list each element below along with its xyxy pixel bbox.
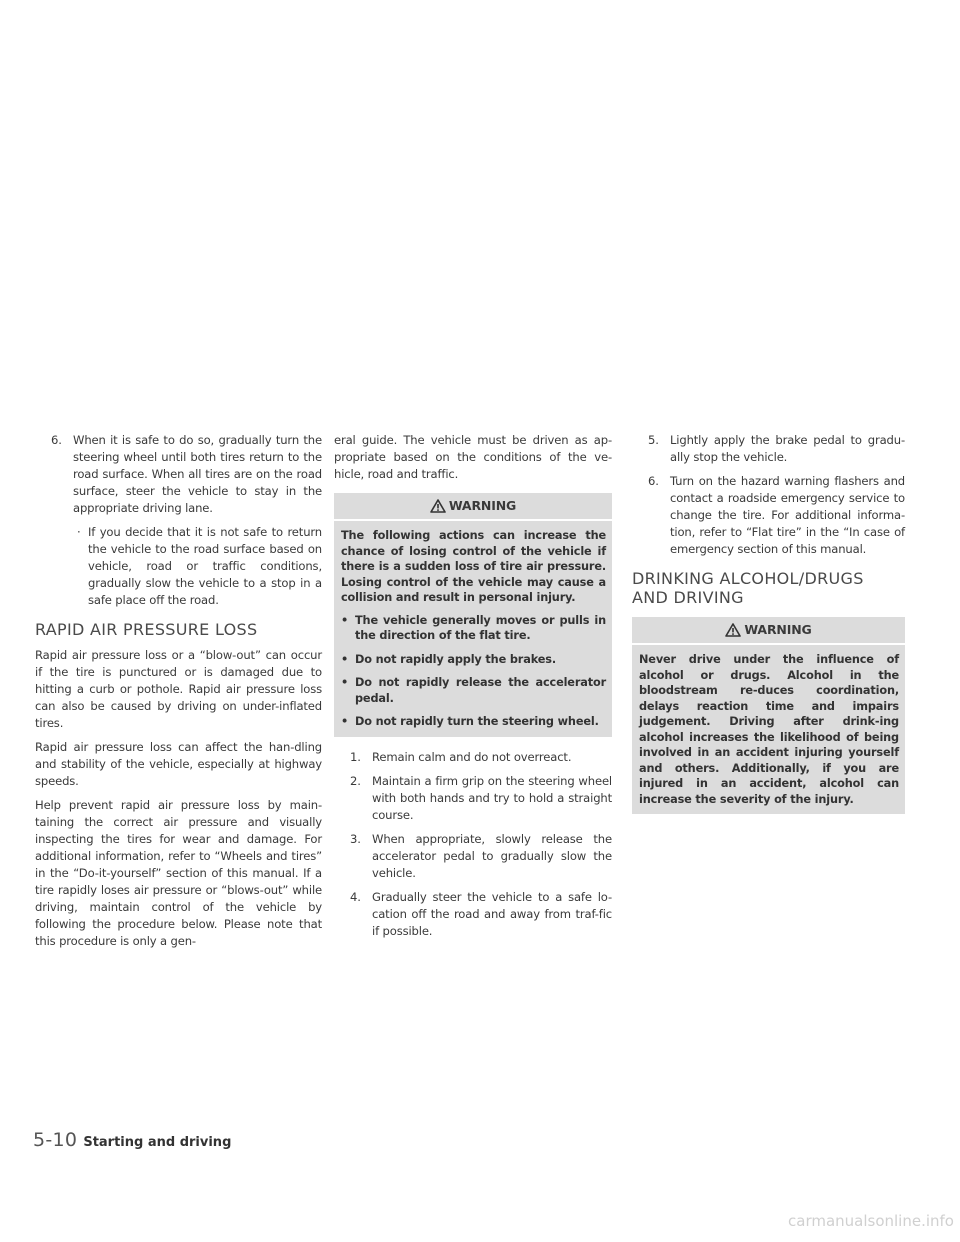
step-2 [334,773,612,824]
step-text: When appropriate, slowly release the accelerator pedal to gradually slow the vehicle. [372,831,612,880]
step-number: 3. [350,831,361,846]
step-4 [334,889,612,940]
step-number: 6. [51,433,62,447]
step-text: Remain calm and do not overreact. [372,749,572,764]
step-text: When it is safe to do so, gradually turn the steering wheel until both tires return to the road surface. When all tires are on the road surface, steer the vehicle to stay in the appropriate driving lane. [73,433,322,515]
footer-section-title: Starting and driving [83,1135,232,1150]
sub-bullet-item [35,524,322,609]
watermark: carmanualsonline.info [788,1212,954,1230]
step-3 [334,831,612,882]
column-middle [334,432,612,947]
step-number: 1. [350,749,361,764]
paragraph: Rapid air pressure loss or a “blow-out” can occur if the tire is punctured or is damaged due to hitting a curb or pothole. Rapid air pressure loss can also be caused by driving on under-inflated tires. [35,648,322,730]
step-number: 5. [648,433,659,447]
bullet-dot: • [341,715,349,728]
warning-header [632,617,905,645]
sub-bullet-text: If you decide that it is not safe to return the vehicle to the road surface based on vehicle, road or traffic conditions, gradually slow the vehicle to a stop in a safe place off the road. [88,525,322,607]
section-heading-drinking-alcohol-drugs [632,569,905,607]
step-1 [334,749,612,766]
paragraph: eral guide. The vehicle must be driven as ap-propriate based on the conditions of the ve-hicle, road and traffic. [334,433,612,481]
heading-line: AND DRIVING [632,588,744,607]
paragraph: Help prevent rapid air pressure loss by main-taining the correct air pressure and visually inspecting the tires for wear and damage. For additional information, refer to “Wheels and tires” in the “Do-it-yourself” section of this manual. If a tire rapidly loses air pressure or “blows-out” while driving, maintain control of the vehicle by following the procedure below. Please note that this procedure is only a gen- [35,798,322,948]
step-6 [632,473,905,558]
page-footer [33,1129,231,1151]
bullet-dot: • [341,676,349,689]
warning-triangle-icon [430,499,446,513]
section-heading-rapid-air-pressure-loss: RAPID AIR PRESSURE LOSS [35,620,258,639]
warning-box [632,617,905,814]
warning-triangle-icon [725,623,741,637]
bullet-dot: • [341,652,349,666]
step-text: Maintain a firm grip on the steering wheel with both hands and try to hold a straight course. [372,773,612,822]
warning-title: WARNING [448,498,517,513]
warning-bullet [341,652,606,668]
step-text: Lightly apply the brake pedal to gradu-ally stop the vehicle. [670,433,905,464]
warning-bullet-text: Do not rapidly release the accelerator pedal. [355,676,606,705]
step-text: Gradually steer the vehicle to a safe lo-cation off the road and away from traf-fic if possible. [372,889,612,938]
step-number: 4. [350,889,361,904]
warning-bullet [341,613,606,644]
warning-bullet-text: Do not rapidly turn the steering wheel. [355,715,599,728]
bullet-dot: • [341,613,349,627]
warning-bullet-text: The vehicle generally moves or pulls in the direction of the flat tire. [355,613,606,642]
step-number: 2. [350,773,361,788]
warning-header [334,493,612,521]
step-text: Turn on the hazard warning flashers and contact a roadside emergency service to change the tire. For additional informa-tion, refer to “Flat tire” in the “In case of emergency section of this manual. [670,474,905,556]
step-5 [632,432,905,466]
warning-text: The following actions can increase the chance of losing control of the vehicle if there is a sudden loss of tire air pressure. Losing control of the vehicle may cause a collision and result in personal injury. [341,529,606,604]
warning-bullet [341,714,606,730]
warning-bullet-text: Do not rapidly apply the brakes. [355,652,556,666]
warning-bullet [341,675,606,706]
paragraph: Rapid air pressure loss can affect the han-dling and stability of the vehicle, especially at highway speeds. [35,740,322,788]
step-6 [35,432,322,517]
column-left [35,432,322,957]
bullet-dot: · [77,525,81,539]
step-number: 6. [648,474,659,488]
heading-line: DRINKING ALCOHOL/DRUGS [632,569,864,588]
warning-title: WARNING [744,622,812,637]
warning-box [334,493,612,737]
page-number: 5-10 [33,1129,78,1151]
warning-text: Never drive under the influence of alcohol or drugs. Alcohol in the bloodstream re-duces coordination, delays reaction time and impairs judgement. Driving after drink-ing alcohol increases the likelihood of being involved in an accident injuring yourself and others. Additionally, if you are injured in an accident, alcohol can increase the severity of the injury. [639,653,899,806]
column-right [632,432,905,826]
